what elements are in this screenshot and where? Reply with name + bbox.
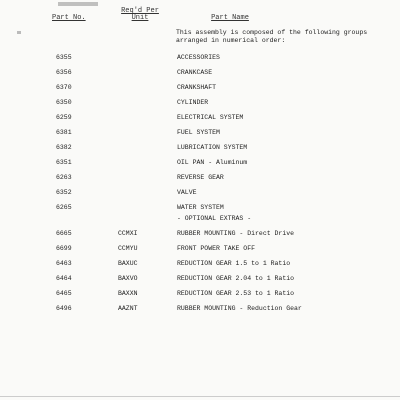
table-row (0, 173, 400, 183)
part-name: FRONT POWER TAKE OFF (177, 245, 256, 252)
header-smudge (58, 2, 98, 6)
part-number: 6463 (56, 260, 72, 267)
part-number: 6465 (56, 290, 72, 297)
part-name: CRANKSHAFT (177, 84, 217, 91)
unit-code: AAZNT (118, 305, 138, 312)
part-number: 6259 (56, 114, 72, 121)
intro-paragraph: This assembly is composed of the following groups arranged in numerical order: (176, 29, 368, 44)
optional-extras-heading: - OPTIONAL EXTRAS - (177, 215, 252, 222)
unit-code: BAXXN (118, 290, 138, 297)
column-header-reqd-per: Req'd Per (121, 7, 159, 15)
part-name: FUEL SYSTEM (177, 129, 220, 136)
part-number: 6699 (56, 245, 72, 252)
table-row (0, 229, 400, 239)
page-edge (0, 396, 400, 397)
table-row (0, 289, 400, 299)
part-number: 6352 (56, 189, 72, 196)
part-number: 6350 (56, 99, 72, 106)
part-name: OIL PAN - Aluminum (177, 159, 248, 166)
unit-code: BAXVO (118, 275, 138, 282)
part-name: WATER SYSTEM (177, 204, 224, 211)
part-name: CYLINDER (177, 99, 209, 106)
part-name: ELECTRICAL SYSTEM (177, 114, 244, 121)
part-name: ACCESSORIES (177, 54, 220, 61)
table-row (0, 158, 400, 168)
table-row (0, 113, 400, 123)
table-row (0, 304, 400, 314)
column-header-part-name: Part Name (211, 14, 249, 22)
table-row (0, 83, 400, 93)
part-name: LUBRICATION SYSTEM (177, 144, 248, 151)
part-name: RUBBER MOUNTING - Reduction Gear (177, 305, 302, 312)
part-number: 6356 (56, 69, 72, 76)
part-name: REVERSE GEAR (177, 174, 224, 181)
part-number: 6464 (56, 275, 72, 282)
part-number: 6496 (56, 305, 72, 312)
margin-mark (17, 31, 21, 34)
part-name: REDUCTION GEAR 2.04 to 1 Ratio (177, 275, 295, 282)
table-row (0, 244, 400, 254)
part-number: 6263 (56, 174, 72, 181)
part-name: REDUCTION GEAR 2.53 to 1 Ratio (177, 290, 295, 297)
column-header-unit: Unit (131, 14, 149, 22)
unit-code: CCMYU (118, 245, 138, 252)
table-row (0, 68, 400, 78)
part-name: REDUCTION GEAR 1.5 to 1 Ratio (177, 260, 291, 267)
table-row (0, 128, 400, 138)
unit-code: BAXUC (118, 260, 138, 267)
column-header-part-no: Part No. (52, 14, 86, 22)
table-row (0, 203, 400, 213)
table-row (0, 53, 400, 63)
part-number: 6355 (56, 54, 72, 61)
table-row (0, 188, 400, 198)
part-name: CRANKCASE (177, 69, 213, 76)
part-number: 6351 (56, 159, 72, 166)
part-number: 6370 (56, 84, 72, 91)
part-number: 6382 (56, 144, 72, 151)
table-row (0, 274, 400, 284)
table-row (0, 143, 400, 153)
part-name: VALVE (177, 189, 197, 196)
column-header-reqd-per-unit (114, 8, 166, 22)
unit-code: CCMXI (118, 230, 138, 237)
table-row (0, 98, 400, 108)
part-number: 6381 (56, 129, 72, 136)
part-number: 6265 (56, 204, 72, 211)
table-row (0, 259, 400, 269)
part-number: 6665 (56, 230, 72, 237)
part-name: RUBBER MOUNTING - Direct Drive (177, 230, 295, 237)
